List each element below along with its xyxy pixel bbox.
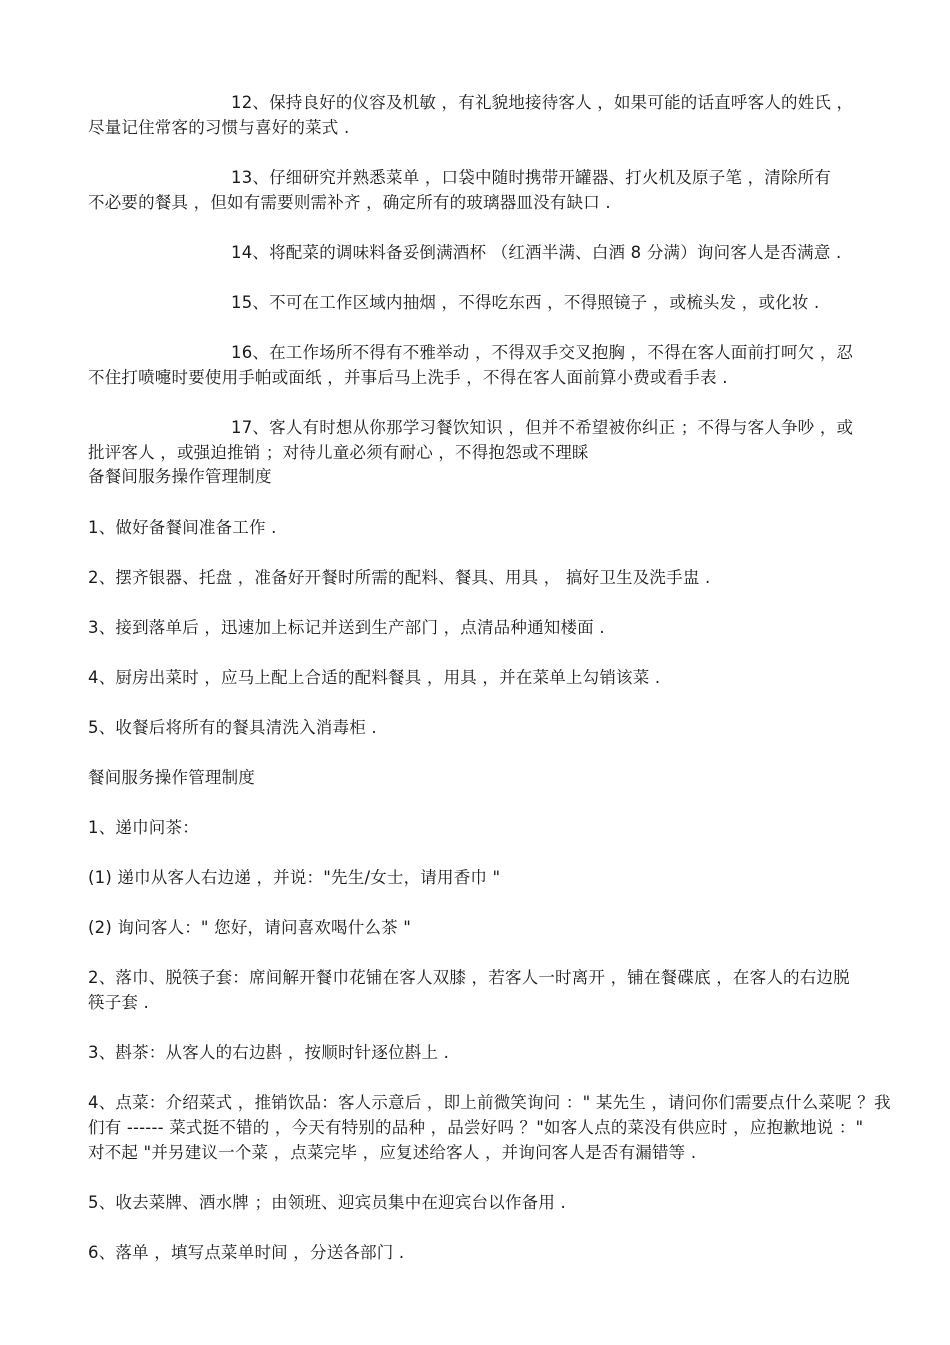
dining-item-3: 3、斟茶：从客人的右边斟 ，按顺时针逐位斟上 . — [88, 1043, 450, 1062]
dining-item-4-line-2: 们有 ------ 菜式挺不错的 ，今天有特别的品种 ，品尝好吗 ？"如客人点的菜没有供应时 ，应抱歉地说 ：" — [88, 1118, 864, 1137]
pantry-item-3: 3、接到落单后 ，迅速加上标记并送到生产部门 ，点清品种通知楼面 . — [88, 618, 605, 637]
dining-item-5: 5、收去菜牌、酒水牌 ；由领班、迎宾员集中在迎宾台以作备用 . — [88, 1193, 566, 1212]
dining-item-4-line-1: 4、点菜：介绍菜式 ，推销饮品：客人示意后 ，即上前微笑询问 ：" 某先生 ，请问你们需要点什么菜呢 ？我 — [88, 1093, 891, 1112]
para-12-line-1: 12、保持良好的仪容及机敏 ，有礼貌地接待客人 ，如果可能的话直呼客人的姓氏 ， — [231, 93, 854, 112]
pantry-item-5: 5、收餐后将所有的餐具清洗入消毒柜 . — [88, 718, 377, 737]
section-heading-pantry: 备餐间服务操作管理制度 — [88, 467, 272, 486]
dining-item-1: 1、递巾问茶： — [88, 818, 199, 837]
dining-item-1-sub-1: (1) 递巾从客人右边递 ，并说："先生/女士，请用香巾 " — [88, 868, 501, 887]
dining-item-4-line-3: 对不起 "并另建议一个菜 ，点菜完毕 ，应复述给客人 ，并询问客人是否有漏错等 . — [88, 1143, 697, 1162]
dining-item-2-line-2: 筷子套 . — [88, 993, 149, 1012]
pantry-item-4: 4、厨房出菜时 ，应马上配上合适的配料餐具 ，用具 ，并在菜单上勾销该菜 . — [88, 668, 661, 687]
pantry-item-1: 1、做好备餐间准备工作 . — [88, 518, 277, 537]
para-13-line-1: 13、仔细研究并熟悉菜单 ，口袋中随时携带开罐器、打火机及原子笔 ，清除所有 — [231, 168, 832, 187]
dining-item-2-line-1: 2、落巾、脱筷子套：席间解开餐巾花铺在客人双膝 ，若客人一时离开 ，铺在餐碟底 ，在客人的右边脱 — [88, 968, 850, 987]
para-12-line-2: 尽量记住常客的习惯与喜好的菜式 . — [88, 118, 350, 137]
para-15-line-1: 15、不可在工作区域内抽烟 ，不得吃东西 ，不得照镜子 ，或梳头发 ，或化妆 . — [231, 293, 820, 312]
para-14-line-1: 14、将配菜的调味料备妥倒满酒杯 （红酒半满、白酒 8 分满）询问客人是否满意 . — [231, 243, 842, 262]
para-16-line-1: 16、在工作场所不得有不雅举动 ，不得双手交叉抱胸 ，不得在客人面前打呵欠 ，忍 — [231, 343, 854, 362]
para-17-line-2: 批评客人 ，或强迫推销 ；对待儿童必须有耐心 ，不得抱怨或不理睬 — [88, 443, 589, 462]
para-17-line-1: 17、客人有时想从你那学习餐饮知识 ，但并不希望被你纠正 ；不得与客人争吵 ，或 — [231, 418, 854, 437]
para-16-line-2: 不住打喷嚏时要使用手帕或面纸 ，并事后马上洗手 ，不得在客人面前算小费或看手表 . — [88, 368, 728, 387]
section-heading-dining: 餐间服务操作管理制度 — [88, 768, 255, 787]
pantry-item-2: 2、摆齐银器、托盘 ，准备好开餐时所需的配料、餐具、用具 ， 搞好卫生及洗手盅 . — [88, 568, 711, 587]
dining-item-6: 6、落单 ，填写点菜单时间 ，分送各部门 . — [88, 1243, 405, 1262]
dining-item-1-sub-2: (2) 询问客人：" 您好，请问喜欢喝什么茶 " — [88, 918, 412, 937]
para-13-line-2: 不必要的餐具 ，但如有需要则需补齐 ，确定所有的玻璃器皿没有缺口 . — [88, 193, 611, 212]
